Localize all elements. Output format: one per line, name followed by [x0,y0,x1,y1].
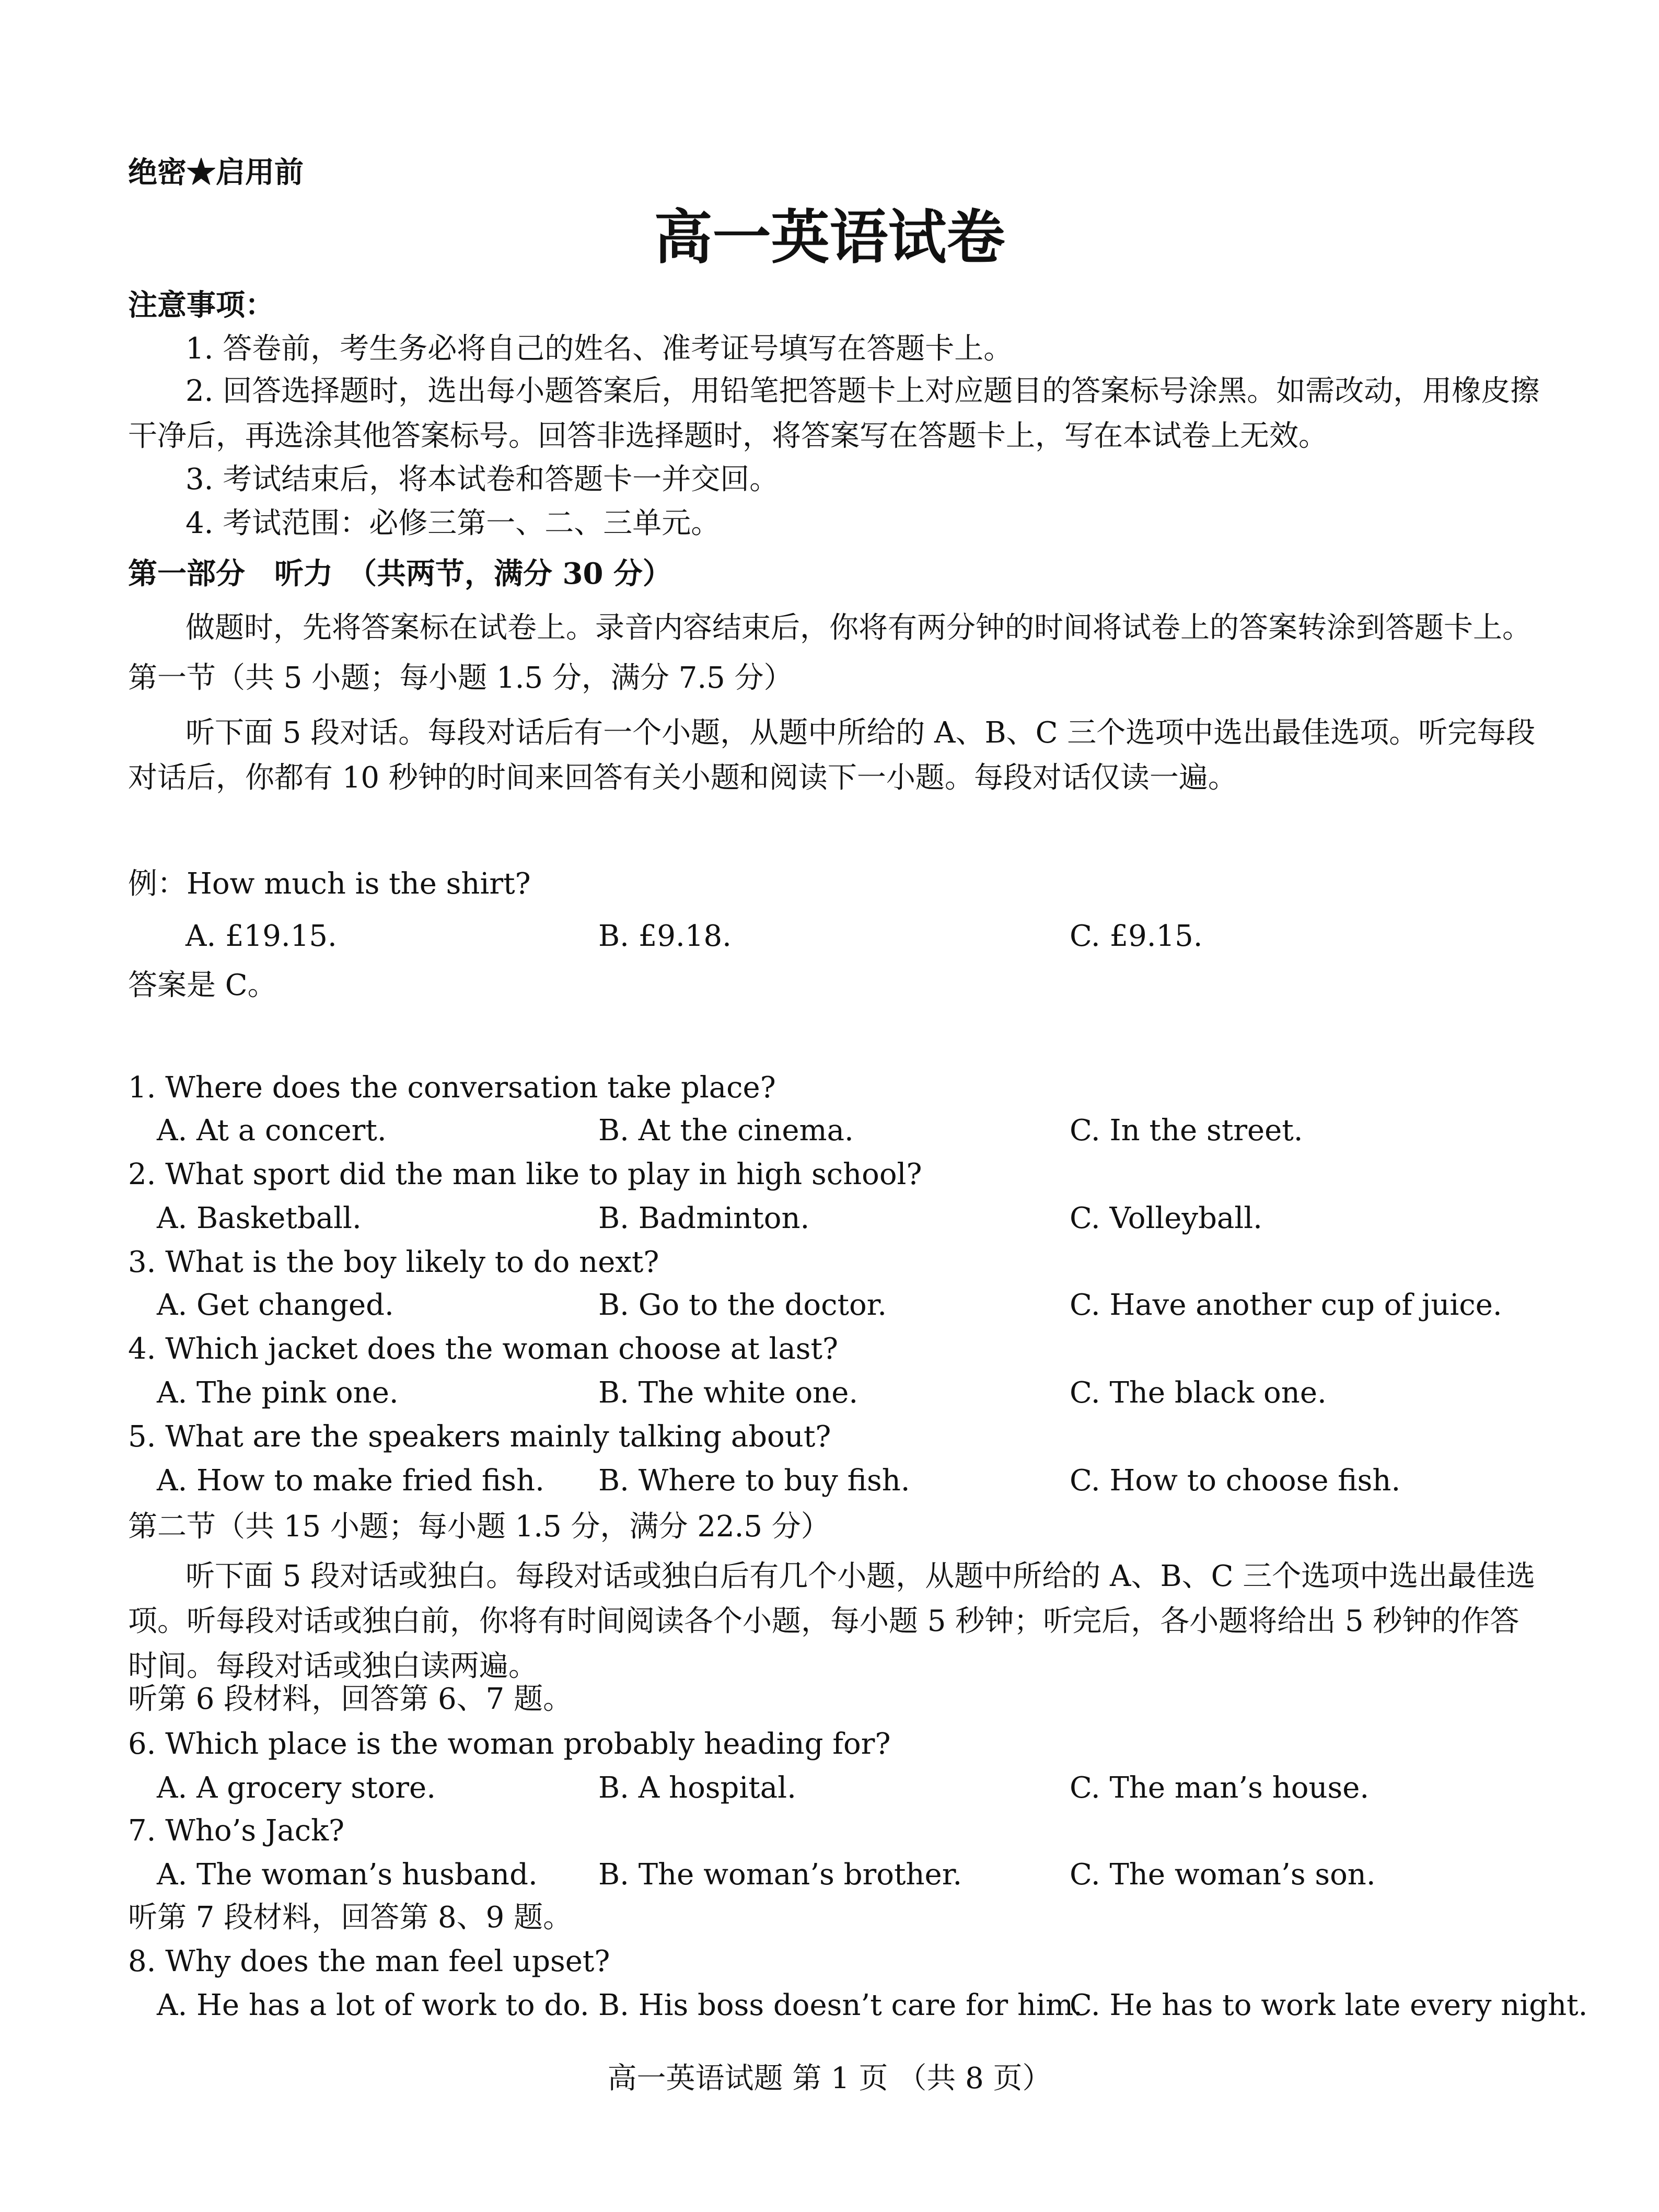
notice-item-1: 1. 答卷前，考生务必将自己的姓名、准考证号填写在答题卡上。 [185,332,1013,366]
question-5: 5. What are the speakers mainly talking about? [128,1420,831,1454]
question-8-options: A. He has a lot of work to do. B. His boss doesn’t care for him. C. He has to work late every night. [157,1988,1588,2022]
material-7-note: 听第 7 段材料，回答第 8、9 题。 [128,1901,573,1935]
notice-item-3: 3. 考试结束后，将本试卷和答题卡一并交回。 [185,462,779,496]
question-7: 7. Who’s Jack? [128,1814,345,1848]
page-title: 高一英语试卷 [654,203,1005,272]
part1-heading: 第一部分 听力 （共两节，满分 30 分） [128,557,672,591]
notice-heading: 注意事项： [128,288,274,322]
notice-item-2: 2. 回答选择题时，选出每小题答案后，用铅笔把答题卡上对应题目的答案标号涂黑。如需改动，用橡皮擦干净后，再选涂其他答案标号。回答非选择题时，将答案写在答题卡上，写在本试卷上无效。 [128,374,1540,453]
section1-heading: 第一节（共 5 小题；每小题 1.5 分，满分 7.5 分） [128,661,793,695]
question-6: 6. Which place is the woman probably heading for? [128,1727,891,1761]
material-6-note: 听第 6 段材料，回答第 6、7 题。 [128,1682,573,1716]
example-options: A. £19.15. B. £9.18. C. £9.15. [185,919,1203,953]
question-3-options: A. Get changed. B. Go to the doctor. C. Have another cup of juice. [157,1288,1502,1322]
question-6-options: A. A grocery store. B. A hospital. C. The man’s house. [157,1771,1370,1805]
question-1-options: A. At a concert. B. At the cinema. C. In the street. [157,1114,1303,1148]
section1-instruction: 听下面 5 段对话。每段对话后有一个小题，从题中所给的 A、B、C 三个选项中选出最佳选项。听完每段对话后，你都有 10 秒钟的时间来回答有关小题和阅读下一小题。每段对话仅读一遍。 [128,716,1536,795]
question-4-options: A. The pink one. B. The white one. C. The black one. [157,1376,1327,1410]
example-question: 例：How much is the shirt? [128,867,531,901]
notice-item-4: 4. 考试范围：必修三第一、二、三单元。 [185,506,721,540]
question-3: 3. What is the boy likely to do next? [128,1245,659,1279]
question-8: 8. Why does the man feel upset? [128,1944,610,1978]
question-2-options: A. Basketball. B. Badminton. C. Volleyball. [157,1201,1262,1235]
question-2: 2. What sport did the man like to play in high school? [128,1157,922,1191]
question-4: 4. Which jacket does the woman choose at last? [128,1332,839,1366]
question-5-options: A. How to make fried fish. B. Where to buy fish. C. How to choose fish. [157,1464,1401,1498]
question-7-options: A. The woman’s husband. B. The woman’s brother. C. The woman’s son. [157,1858,1376,1892]
section2-instruction: 听下面 5 段对话或独白。每段对话或独白后有几个小题，从题中所给的 A、B、C 三个选项中选出最佳选项。听每段对话或独白前，你将有时间阅读各个小题，每小题 5 秒钟；听完后，各小题将给出 5 秒钟的作答时间。每段对话或独白读两遍。 [128,1559,1536,1683]
section2-heading: 第二节（共 15 小题；每小题 1.5 分，满分 22.5 分） [128,1510,830,1544]
part1-instruction: 做题时，先将答案标在试卷上。录音内容结束后，你将有两分钟的时间将试卷上的答案转涂到答题卡上。 [185,611,1532,645]
page-footer: 高一英语试题 第 1 页 （共 8 页） [607,2062,1052,2095]
example-answer: 答案是 C。 [128,968,277,1002]
question-1: 1. Where does the conversation take place? [128,1071,776,1105]
confidential-label: 绝密★启用前 [128,155,304,190]
